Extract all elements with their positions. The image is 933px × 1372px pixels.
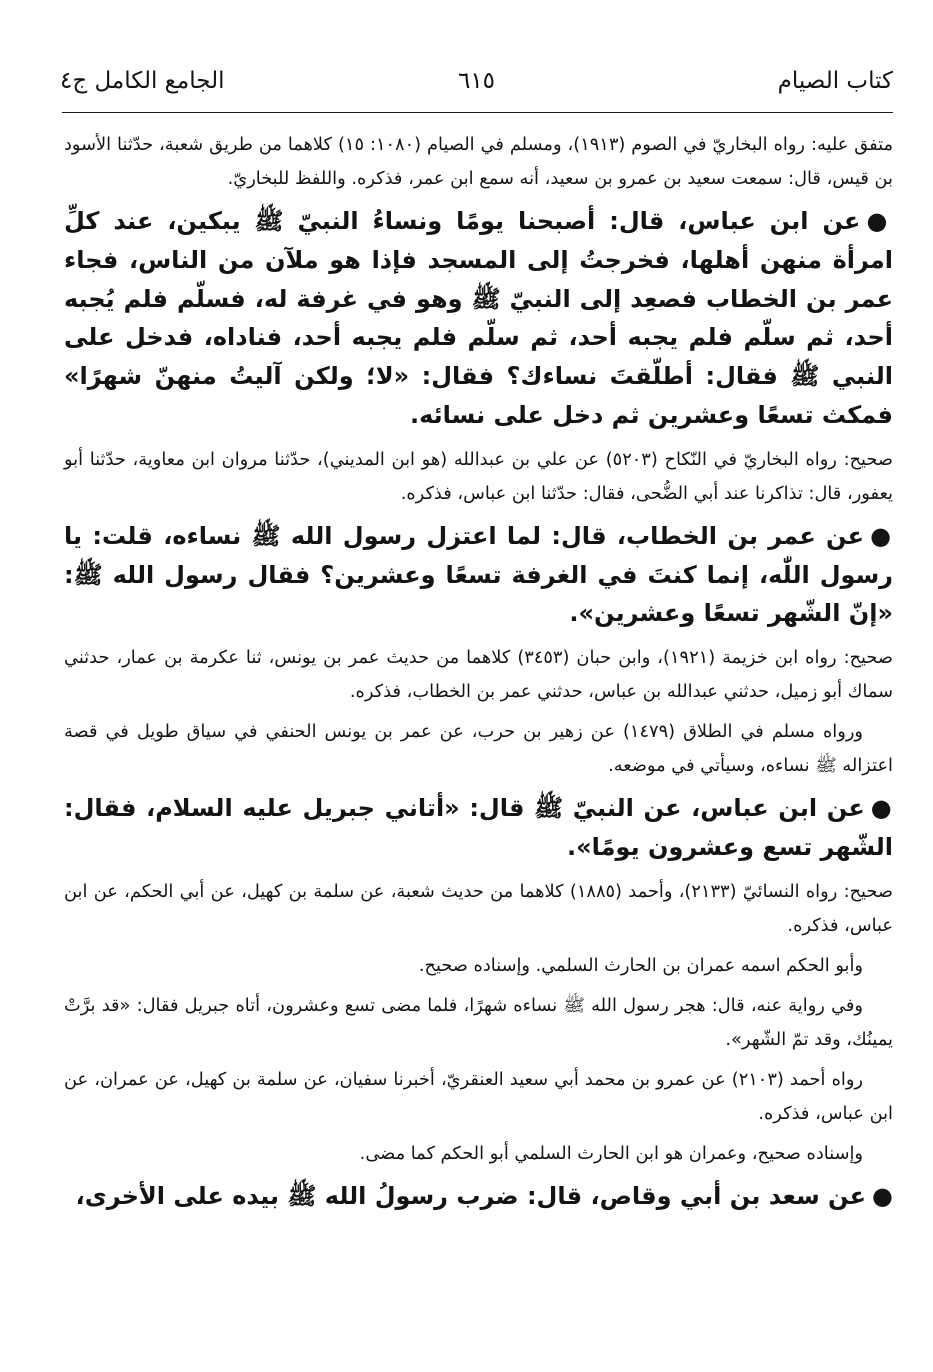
bullet-icon: ● <box>870 521 893 550</box>
takhrij-note: وأبو الحكم اسمه عمران بن الحارث السلمي. وإسناده صحيح. <box>418 954 863 976</box>
hadith-body: عن سعد بن أبي وقاص، قال: ضرب رسولُ الله ﷺ بيده على الأخرى، <box>75 1181 867 1210</box>
page-body <box>64 128 893 1224</box>
takhrij-note: صحيح: رواه ابن خزيمة (١٩٢١)، وابن حبان (٣٤٥٣) كلاهما من حديث عمر بن يونس، ثنا عكرمة بن عمار، حدثني سماك أبو زميل، حدثني عبدالله بن عباس، حدثني عمر بن الخطاب، فذكره. <box>64 647 893 703</box>
running-header <box>60 62 893 108</box>
bullet-icon: ● <box>866 207 893 235</box>
hadith-body: عن عمر بن الخطاب، قال: لما اعتزل رسول الله ﷺ نساءه، قلت: يا رسول اللّٰه، إنما كنتَ في الغرفة تسعًا وعشرين؟ فقال رسول الله ﷺ: «إنّ الشّهر تسعًا وعشرين». <box>64 521 893 628</box>
takhrij-note: متفق عليه: رواه البخاريّ في الصوم (١٩١٣)، ومسلم في الصيام (١٠٨٠: ١٥) كلاهما من طريق شعبة، حدّثنا الأسود بن قيس، قال: سمعت سعيد بن عمرو بن سعيد، أنه سمع ابن عمر، فذكره. واللفظ للبخاريّ. <box>64 134 894 189</box>
takhrij-note: ورواه مسلم في الطلاق (١٤٧٩) عن زهير بن حرب، عن عمر بن يونس الحنفي في سياق طويل في قصة اعتزاله ﷺ نساءه، وسيأتي في موضعه. <box>64 721 893 777</box>
book-title: الجامع الكامل ج٤ <box>60 68 225 94</box>
bullet-icon: ● <box>872 1181 893 1210</box>
chapter-title: كتاب الصيام <box>777 68 893 94</box>
page-number: ٦١٥ <box>457 68 496 94</box>
takhrij-note: صحيح: رواه البخاريّ في النّكاح (٥٢٠٣) عن علي بن عبدالله (هو ابن المديني)، حدّثنا مروان ابن معاوية، حدّثنا أبو يعفور، قال: تذاكرنا عند أبي الضُّحى، فقال: حدّثنا ابن عباس، فذكره. <box>64 448 893 504</box>
hadith-text <box>64 517 893 633</box>
bullet-icon: ● <box>870 794 893 823</box>
takhrij-note: وفي رواية عنه، قال: هجر رسول الله ﷺ نساءه شهرًا، فلما مضى تسع وعشرون، أتاه جبريل فقال: «قد برَّتْ يمينُك، وقد تمّ الشّهر». <box>64 994 893 1050</box>
takhrij-note: صحيح: رواه النسائيّ (٢١٣٣)، وأحمد (١٨٨٥) كلاهما من حديث شعبة، عن سلمة بن كهيل، عن أبي الحكم، عن ابن عباس، فذكره. <box>64 880 893 936</box>
hadith-text <box>64 1177 893 1216</box>
hadith-text <box>64 789 893 867</box>
takhrij-note: وإسناده صحيح، وعمران هو ابن الحارث السلمي أبو الحكم كما مضى. <box>359 1142 863 1164</box>
hadith-text <box>64 202 893 435</box>
header-divider <box>62 112 893 113</box>
hadith-body: عن ابن عباس، قال: أصبحنا يومًا ونساءُ النبيّ ﷺ يبكين، عند كلِّ امرأة منهن أهلها، فخرجتُ إلى المسجد فإذا هو ملآن من الناس، فجاء عمر بن الخطاب فصعِد إلى النبيّ ﷺ وهو في غرفة له، فسلّم فلم يُجبه أحد، ثم سلّم فلم يجبه أحد، ثم سلّم فلم يجبه أحد، فناداه، فدخل على النبي ﷺ فقال: أطلّقتَ نساءك؟ فقال: «لا؛ ولكن آليتُ منهنّ شهرًا» فمكث تسعًا وعشرين ثم دخل على نسائه. <box>64 207 893 429</box>
takhrij-note: رواه أحمد (٢١٠٣) عن عمرو بن محمد أبي سعيد العنقريّ، أخبرنا سفيان، عن سلمة بن كهيل، عن عمران، عن ابن عباس، فذكره. <box>64 1068 893 1124</box>
hadith-body: عن ابن عباس، عن النبيّ ﷺ قال: «أتاني جبريل عليه السلام، فقال: الشّهر تسع وعشرون يومًا». <box>64 794 893 861</box>
